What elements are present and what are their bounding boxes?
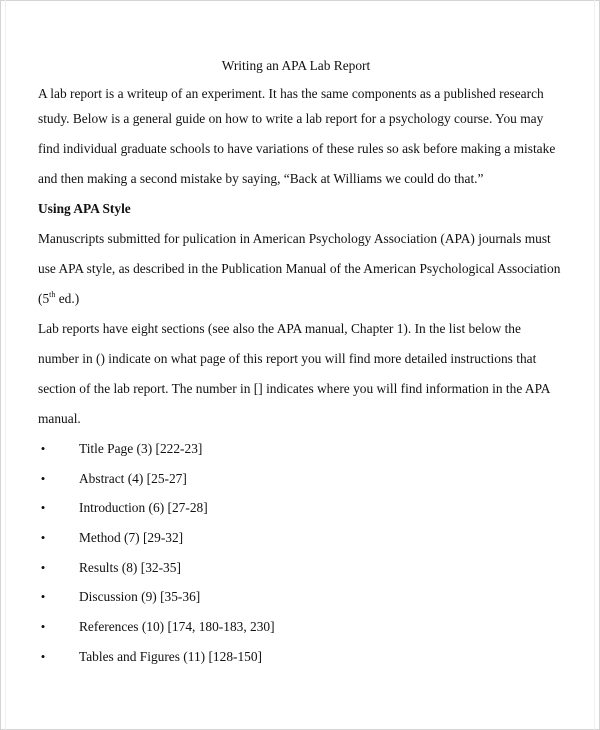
bullet-icon: • (40, 470, 46, 486)
intro-paragraph (38, 76, 578, 194)
list-item (38, 523, 578, 553)
intro-line: and then making a second mistake by saying, “Back at Williams we could do that.” (38, 171, 484, 186)
intro-line: A lab report is a writeup of an experiment. It has the same components as a published research (38, 86, 544, 101)
bullet-icon: • (40, 619, 46, 635)
edition-close: ed.) (55, 291, 80, 306)
page-edge-left (5, 0, 6, 730)
section-heading: Using APA Style (38, 201, 131, 216)
page-edge-right (594, 0, 595, 730)
sections-line: section of the lab report. The number in [] indicates where you will find information in the APA (38, 381, 551, 396)
apa-paragraph (38, 224, 578, 314)
list-item (38, 642, 578, 672)
sections-paragraph (38, 314, 578, 434)
sections-line: manual. (38, 411, 81, 426)
bullet-icon: • (40, 500, 46, 516)
document-title: Writing an APA Lab Report (221, 58, 371, 73)
apa-line: use APA style, as described in the Publication Manual of the American Psychological Association (38, 261, 561, 276)
document-body (38, 56, 578, 672)
list-item-text: Abstract (4) [25-27] (79, 470, 187, 486)
list-item (38, 612, 578, 642)
list-item-text: Title Page (3) [222-23] (79, 441, 203, 456)
list-item (38, 582, 578, 612)
intro-line: find individual graduate schools to have variations of these rules so ask before making a mistake (38, 141, 556, 156)
list-item (38, 493, 578, 523)
list-item-text: Method (7) [29-32] (79, 530, 184, 546)
apa-line: Manuscripts submitted for pulication in American Psychology Association (APA) journals must (38, 231, 551, 246)
list-item-text: References (10) [174, 180-183, 230] (79, 619, 275, 635)
bullet-icon: • (40, 441, 46, 456)
list-item (38, 553, 578, 583)
sections-line: number in () indicate on what page of this report you will find more detailed instructions that (38, 351, 537, 366)
intro-line: study. Below is a general guide on how to write a lab report for a psychology course. You may (38, 111, 544, 126)
bullet-icon: • (40, 559, 46, 575)
bullet-icon: • (40, 530, 46, 546)
sections-list (38, 434, 578, 672)
list-item-text: Results (8) [32-35] (79, 559, 181, 575)
list-item (38, 434, 578, 464)
edition-open: (5 (38, 291, 50, 306)
list-item-text: Tables and Figures (11) [128-150] (79, 648, 263, 664)
sections-line: Lab reports have eight sections (see also the APA manual, Chapter 1). In the list below the (38, 321, 521, 336)
edition-superscript: th (49, 290, 56, 299)
bullet-icon: • (40, 589, 46, 605)
list-item-text: Discussion (9) [35-36] (79, 589, 201, 605)
list-item-text: Introduction (6) [27-28] (79, 500, 208, 516)
bullet-icon: • (40, 648, 46, 664)
list-item (38, 464, 578, 494)
edition-line (38, 284, 578, 314)
